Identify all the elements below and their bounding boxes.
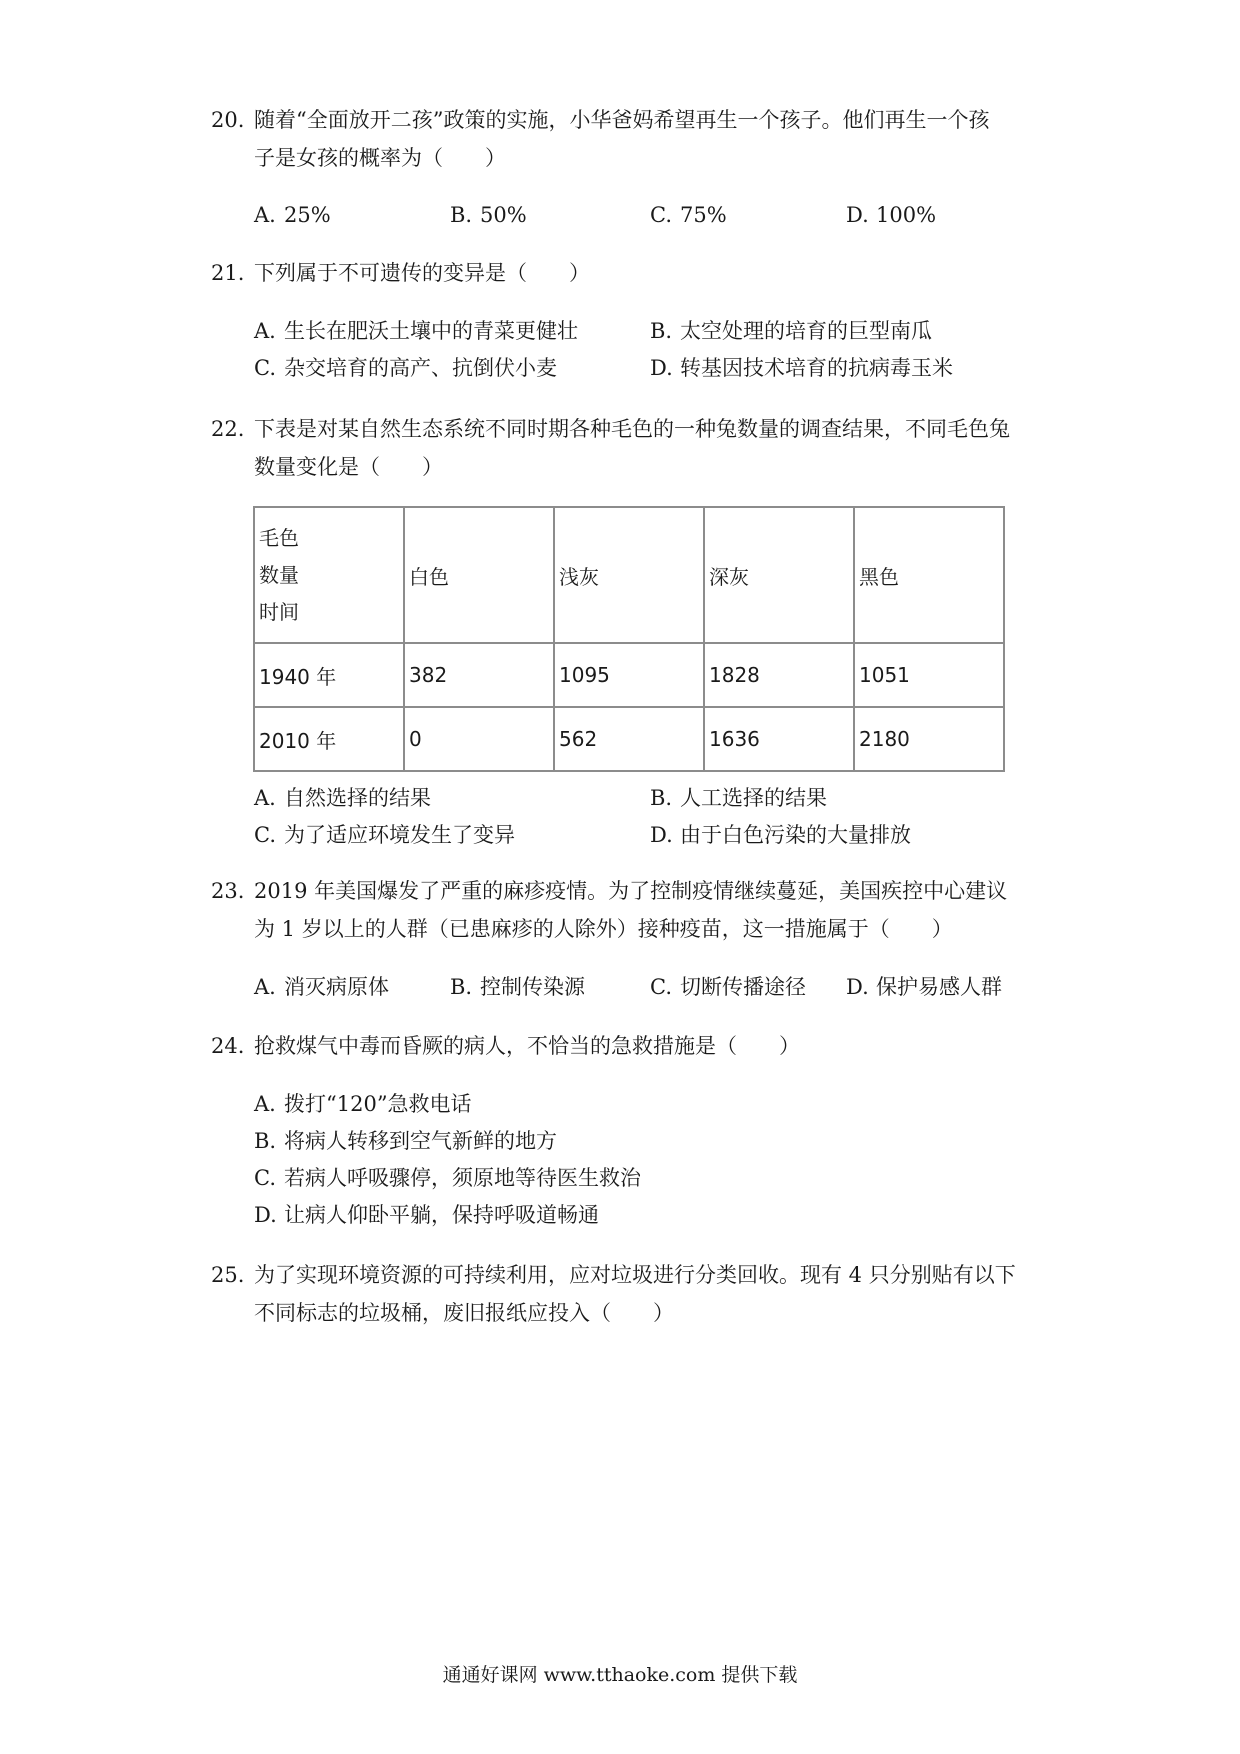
question-number: 25. [211, 1263, 245, 1287]
option-text: 让病人仰卧平躺，保持呼吸道畅通 [284, 1203, 599, 1227]
table-cell: 0 [404, 707, 554, 771]
option-text: 人工选择的结果 [680, 786, 827, 810]
column-header: 浅灰 [554, 507, 704, 643]
option-a[interactable] [254, 779, 431, 817]
option-letter: C. [650, 975, 672, 999]
question-22 [211, 410, 1051, 486]
question-23 [211, 872, 1051, 948]
option-letter: A. [254, 1092, 276, 1116]
option-letter: C. [254, 356, 276, 380]
option-text: 50% [480, 203, 527, 227]
table-row [254, 707, 1004, 771]
option-text: 消灭病原体 [284, 975, 389, 999]
option-d[interactable] [650, 349, 953, 387]
question-text-line: 2019 年美国爆发了严重的麻疹疫情。为了控制疫情继续蔓延，美国疾控中心建议 [254, 879, 1008, 903]
option-letter: D. [846, 975, 869, 999]
option-a[interactable] [254, 1085, 472, 1123]
question-text-line: 为 1 岁以上的人群（已患麻疹的人除外）接种疫苗，这一措施属于（ ） [254, 917, 953, 941]
question-text-line: 随着“全面放开二孩”政策的实施，小华爸妈希望再生一个孩子。他们再生一个孩 [254, 108, 990, 132]
option-c[interactable] [650, 968, 806, 1006]
question-text-line: 为了实现环境资源的可持续利用，应对垃圾进行分类回收。现有 4 只分别贴有以下 [254, 1263, 1016, 1287]
option-letter: C. [254, 1166, 276, 1190]
option-letter: D. [650, 823, 673, 847]
table-header-row [254, 507, 1004, 643]
option-d[interactable] [650, 816, 911, 854]
option-text: 保护易感人群 [876, 975, 1002, 999]
question-number: 24. [211, 1034, 245, 1058]
option-b[interactable] [450, 968, 585, 1006]
option-letter: D. [254, 1203, 277, 1227]
option-letter: C. [254, 823, 276, 847]
row-label: 2010 年 [254, 707, 404, 771]
option-c[interactable] [254, 349, 557, 387]
corner-label: 时间 [259, 599, 299, 624]
option-letter: A. [254, 203, 276, 227]
option-b[interactable] [450, 196, 527, 234]
table-cell: 562 [554, 707, 704, 771]
question-21 [211, 254, 1051, 292]
corner-label: 数量 [259, 562, 299, 587]
option-text: 为了适应环境发生了变异 [284, 823, 515, 847]
table-row [254, 643, 1004, 707]
option-b[interactable] [650, 779, 827, 817]
option-c[interactable] [254, 816, 515, 854]
option-a[interactable] [254, 312, 578, 350]
option-text: 自然选择的结果 [284, 786, 431, 810]
option-c[interactable] [254, 1159, 641, 1197]
option-text: 由于白色污染的大量排放 [680, 823, 911, 847]
table-cell: 1095 [554, 643, 704, 707]
option-d[interactable] [846, 196, 936, 234]
question-text-line: 不同标志的垃圾桶，废旧报纸应投入（ ） [254, 1301, 674, 1325]
table-corner-cell [254, 507, 404, 643]
option-text: 转基因技术培育的抗病毒玉米 [680, 356, 953, 380]
rabbit-color-table [253, 506, 1005, 772]
option-text: 25% [284, 203, 331, 227]
option-c[interactable] [650, 196, 727, 234]
question-number: 21. [211, 261, 245, 285]
option-a[interactable] [254, 196, 331, 234]
option-letter: B. [450, 203, 473, 227]
column-header: 白色 [404, 507, 554, 643]
column-header: 深灰 [704, 507, 854, 643]
option-letter: D. [846, 203, 869, 227]
question-text-line: 数量变化是（ ） [254, 455, 443, 479]
table-cell: 382 [404, 643, 554, 707]
option-b[interactable] [650, 312, 932, 350]
option-text: 拨打“120”急救电话 [284, 1092, 472, 1116]
option-text: 控制传染源 [480, 975, 585, 999]
option-letter: A. [254, 786, 276, 810]
option-d[interactable] [254, 1196, 599, 1234]
option-letter: B. [650, 319, 673, 343]
corner-label: 毛色 [259, 525, 299, 550]
question-text-line: 抢救煤气中毒而昏厥的病人，不恰当的急救措施是（ ） [254, 1034, 800, 1058]
question-number: 22. [211, 417, 245, 441]
option-b[interactable] [254, 1122, 557, 1160]
table-cell: 1636 [704, 707, 854, 771]
option-text: 生长在肥沃土壤中的青菜更健壮 [284, 319, 578, 343]
table-cell: 1828 [704, 643, 854, 707]
option-letter: D. [650, 356, 673, 380]
question-25 [211, 1256, 1051, 1332]
question-24 [211, 1027, 1051, 1065]
question-20 [211, 101, 1051, 177]
option-text: 75% [680, 203, 727, 227]
option-letter: A. [254, 319, 276, 343]
option-a[interactable] [254, 968, 389, 1006]
question-number: 23. [211, 879, 245, 903]
question-number: 20. [211, 108, 245, 132]
option-text: 切断传播途径 [680, 975, 806, 999]
option-letter: B. [450, 975, 473, 999]
page-footer[interactable]: 通通好课网 www.tthaoke.com 提供下载 [442, 1664, 798, 1686]
row-label: 1940 年 [254, 643, 404, 707]
table-cell: 1051 [854, 643, 1004, 707]
option-letter: C. [650, 203, 672, 227]
column-header: 黑色 [854, 507, 1004, 643]
option-text: 将病人转移到空气新鲜的地方 [284, 1129, 557, 1153]
option-letter: A. [254, 975, 276, 999]
table-cell: 2180 [854, 707, 1004, 771]
question-text-line: 下表是对某自然生态系统不同时期各种毛色的一种兔数量的调查结果，不同毛色兔 [254, 417, 1010, 441]
question-text-line: 下列属于不可遗传的变异是（ ） [254, 261, 590, 285]
option-text: 100% [876, 203, 937, 227]
option-letter: B. [650, 786, 673, 810]
option-letter: B. [254, 1129, 277, 1153]
option-text: 太空处理的培育的巨型南瓜 [680, 319, 932, 343]
option-text: 杂交培育的高产、抗倒伏小麦 [284, 356, 557, 380]
question-text-line: 子是女孩的概率为（ ） [254, 146, 506, 170]
option-d[interactable] [846, 968, 1002, 1006]
option-text: 若病人呼吸骤停，须原地等待医生救治 [284, 1166, 641, 1190]
